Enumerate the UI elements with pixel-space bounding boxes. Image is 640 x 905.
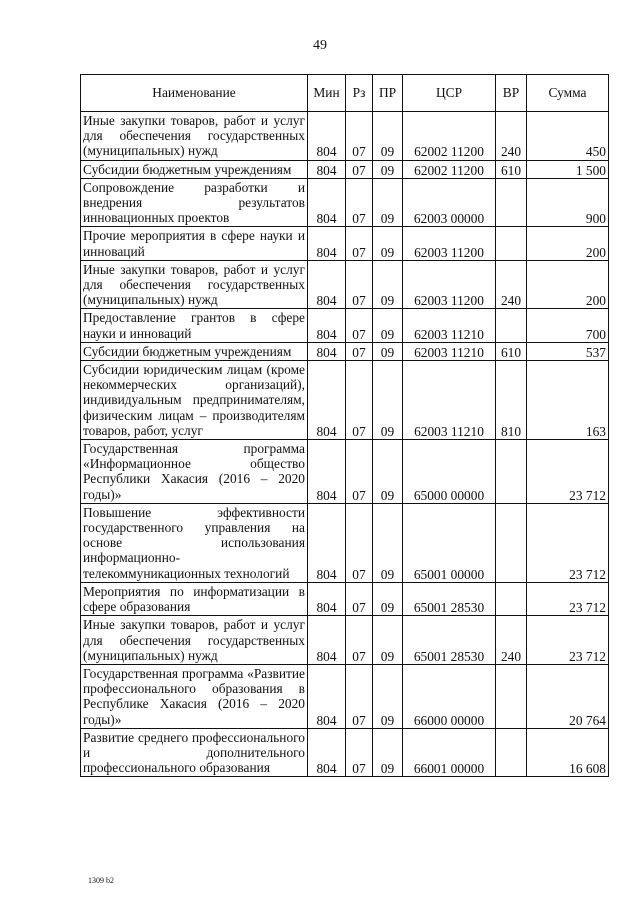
cell-vr: 610 bbox=[496, 342, 527, 360]
cell-rz: 07 bbox=[346, 342, 373, 360]
cell-csr: 62003 11210 bbox=[403, 309, 496, 342]
cell-sum: 700 bbox=[527, 309, 609, 342]
cell-name: Мероприятия по информатизации в сфере образования bbox=[81, 582, 308, 615]
cell-vr bbox=[496, 503, 527, 582]
cell-min: 804 bbox=[308, 260, 346, 309]
cell-pr: 09 bbox=[373, 440, 403, 504]
cell-vr bbox=[496, 309, 527, 342]
cell-rz: 07 bbox=[346, 178, 373, 227]
cell-csr: 65000 00000 bbox=[403, 440, 496, 504]
cell-name: Сопровождение разработки и внедрения результатов инновационных проектов bbox=[81, 178, 308, 227]
cell-sum: 16 608 bbox=[527, 728, 609, 777]
cell-vr bbox=[496, 440, 527, 504]
cell-pr: 09 bbox=[373, 582, 403, 615]
cell-rz: 07 bbox=[346, 440, 373, 504]
cell-rz: 07 bbox=[346, 728, 373, 777]
cell-pr: 09 bbox=[373, 309, 403, 342]
cell-vr bbox=[496, 227, 527, 260]
cell-csr: 62003 00000 bbox=[403, 178, 496, 227]
table-row bbox=[81, 664, 609, 728]
cell-name: Субсидии бюджетным учреждениям bbox=[81, 160, 308, 178]
cell-rz: 07 bbox=[346, 309, 373, 342]
cell-name: Государственная программа «Развитие профессионального образования в Республике Хакасия (2016 – 2020 годы)» bbox=[81, 664, 308, 728]
cell-name: Прочие мероприятия в сфере науки и инноваций bbox=[81, 227, 308, 260]
table-row bbox=[81, 616, 609, 665]
cell-csr: 62003 11200 bbox=[403, 260, 496, 309]
cell-pr: 09 bbox=[373, 728, 403, 777]
cell-csr: 62002 11200 bbox=[403, 160, 496, 178]
cell-name: Иные закупки товаров, работ и услуг для обеспечения государственных (муниципальных) нужд bbox=[81, 112, 308, 161]
cell-name: Государственная программа «Информационное общество Республики Хакасия (2016 – 2020 годы)» bbox=[81, 440, 308, 504]
cell-sum: 1 500 bbox=[527, 160, 609, 178]
cell-csr: 62003 11200 bbox=[403, 227, 496, 260]
cell-name: Субсидии бюджетным учреждениям bbox=[81, 342, 308, 360]
cell-rz: 07 bbox=[346, 112, 373, 161]
cell-csr: 66000 00000 bbox=[403, 664, 496, 728]
cell-rz: 07 bbox=[346, 227, 373, 260]
cell-sum: 23 712 bbox=[527, 616, 609, 665]
cell-sum: 450 bbox=[527, 112, 609, 161]
cell-min: 804 bbox=[308, 112, 346, 161]
budget-table bbox=[80, 74, 609, 777]
cell-min: 804 bbox=[308, 728, 346, 777]
cell-name: Субсидии юридическим лицам (кроме некоммерческих организаций), индивидуальным предпринимателям, физическим лицам – производителям товаров, работ, услуг bbox=[81, 361, 308, 440]
table-row bbox=[81, 227, 609, 260]
cell-vr: 610 bbox=[496, 160, 527, 178]
cell-vr: 240 bbox=[496, 260, 527, 309]
cell-name: Иные закупки товаров, работ и услуг для обеспечения государственных (муниципальных) нужд bbox=[81, 616, 308, 665]
cell-sum: 900 bbox=[527, 178, 609, 227]
cell-csr: 66001 00000 bbox=[403, 728, 496, 777]
cell-vr: 240 bbox=[496, 112, 527, 161]
cell-min: 804 bbox=[308, 178, 346, 227]
table-row bbox=[81, 309, 609, 342]
header-pr: ПР bbox=[373, 75, 403, 112]
cell-name: Повышение эффективности государственного управления на основе использования информационно-телекоммуникационных технологий bbox=[81, 503, 308, 582]
table-row bbox=[81, 503, 609, 582]
cell-pr: 09 bbox=[373, 260, 403, 309]
cell-vr: 240 bbox=[496, 616, 527, 665]
cell-vr bbox=[496, 728, 527, 777]
cell-csr: 62003 11210 bbox=[403, 342, 496, 360]
cell-pr: 09 bbox=[373, 503, 403, 582]
table-row bbox=[81, 342, 609, 360]
table-header-row bbox=[81, 75, 609, 112]
cell-sum: 537 bbox=[527, 342, 609, 360]
cell-min: 804 bbox=[308, 664, 346, 728]
cell-vr: 810 bbox=[496, 361, 527, 440]
cell-rz: 07 bbox=[346, 616, 373, 665]
table-row bbox=[81, 728, 609, 777]
table-row bbox=[81, 582, 609, 615]
cell-sum: 20 764 bbox=[527, 664, 609, 728]
cell-sum: 23 712 bbox=[527, 440, 609, 504]
cell-sum: 23 712 bbox=[527, 582, 609, 615]
table-row bbox=[81, 361, 609, 440]
footer-code: 1309 b2 bbox=[88, 876, 114, 885]
cell-csr: 62002 11200 bbox=[403, 112, 496, 161]
header-min: Мин bbox=[308, 75, 346, 112]
cell-csr: 65001 28530 bbox=[403, 616, 496, 665]
cell-pr: 09 bbox=[373, 227, 403, 260]
cell-rz: 07 bbox=[346, 664, 373, 728]
cell-csr: 65001 28530 bbox=[403, 582, 496, 615]
header-sum: Сумма bbox=[527, 75, 609, 112]
cell-min: 804 bbox=[308, 342, 346, 360]
cell-rz: 07 bbox=[346, 160, 373, 178]
header-rz: Рз bbox=[346, 75, 373, 112]
table-row bbox=[81, 112, 609, 161]
cell-pr: 09 bbox=[373, 616, 403, 665]
cell-rz: 07 bbox=[346, 582, 373, 615]
cell-sum: 200 bbox=[527, 227, 609, 260]
cell-min: 804 bbox=[308, 503, 346, 582]
cell-sum: 200 bbox=[527, 260, 609, 309]
cell-name: Развитие среднего профессионального и дополнительного профессионального образования bbox=[81, 728, 308, 777]
cell-rz: 07 bbox=[346, 361, 373, 440]
table-row bbox=[81, 260, 609, 309]
header-vr: ВР bbox=[496, 75, 527, 112]
cell-pr: 09 bbox=[373, 342, 403, 360]
cell-pr: 09 bbox=[373, 664, 403, 728]
cell-csr: 62003 11210 bbox=[403, 361, 496, 440]
cell-pr: 09 bbox=[373, 178, 403, 227]
table-row bbox=[81, 178, 609, 227]
cell-min: 804 bbox=[308, 440, 346, 504]
cell-vr bbox=[496, 664, 527, 728]
cell-min: 804 bbox=[308, 227, 346, 260]
cell-rz: 07 bbox=[346, 260, 373, 309]
cell-name: Иные закупки товаров, работ и услуг для обеспечения государственных (муниципальных) нужд bbox=[81, 260, 308, 309]
cell-pr: 09 bbox=[373, 160, 403, 178]
cell-csr: 65001 00000 bbox=[403, 503, 496, 582]
cell-name: Предоставление грантов в сфере науки и инноваций bbox=[81, 309, 308, 342]
cell-min: 804 bbox=[308, 361, 346, 440]
cell-min: 804 bbox=[308, 160, 346, 178]
page-number: 49 bbox=[313, 38, 327, 53]
cell-vr bbox=[496, 582, 527, 615]
cell-sum: 163 bbox=[527, 361, 609, 440]
cell-pr: 09 bbox=[373, 361, 403, 440]
header-name: Наименование bbox=[81, 75, 308, 112]
header-csr: ЦСР bbox=[403, 75, 496, 112]
cell-pr: 09 bbox=[373, 112, 403, 161]
cell-vr bbox=[496, 178, 527, 227]
table-row bbox=[81, 160, 609, 178]
cell-min: 804 bbox=[308, 582, 346, 615]
cell-sum: 23 712 bbox=[527, 503, 609, 582]
cell-rz: 07 bbox=[346, 503, 373, 582]
table-row bbox=[81, 440, 609, 504]
cell-min: 804 bbox=[308, 309, 346, 342]
cell-min: 804 bbox=[308, 616, 346, 665]
